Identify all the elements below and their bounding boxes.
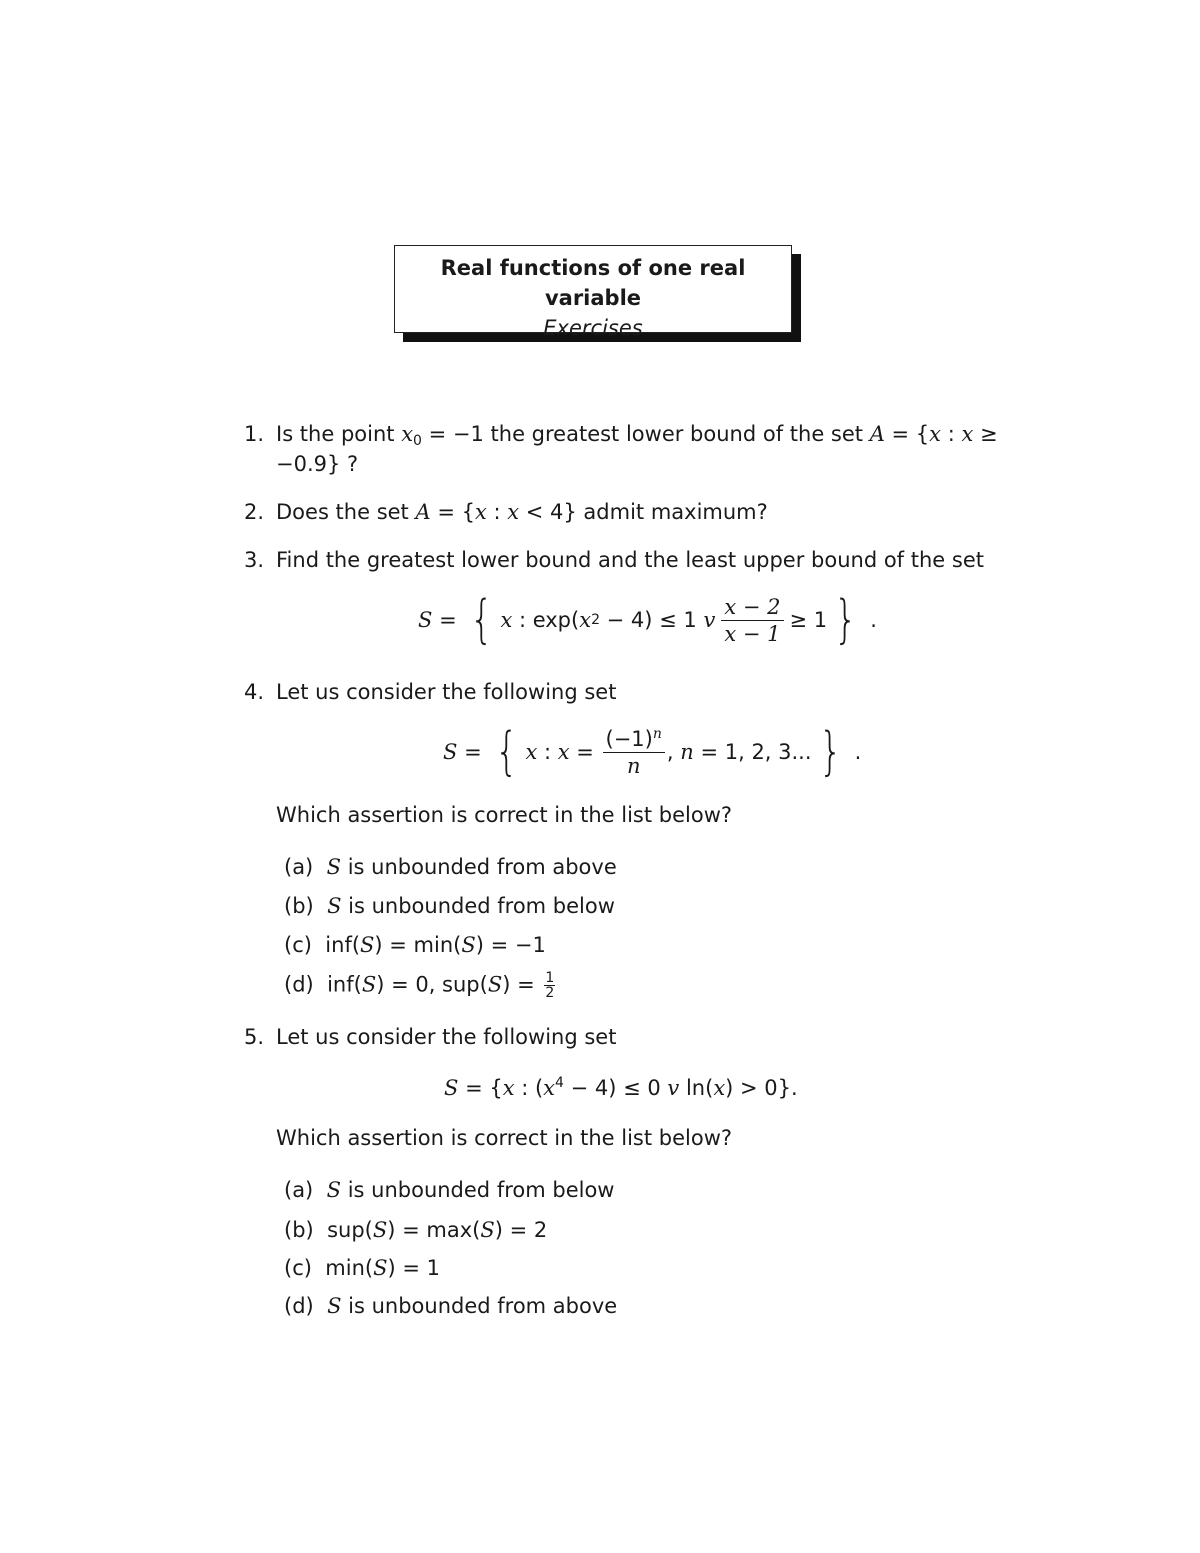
or-symbol: v (667, 1076, 680, 1100)
text: : exp( (512, 608, 580, 632)
math-var: x (474, 500, 487, 524)
text: : (537, 740, 558, 764)
document-title: Real functions of one real variable (440, 256, 746, 310)
text: = { (884, 422, 930, 446)
exercise-4-number: 4. (244, 680, 265, 704)
close-brace: } (818, 722, 842, 782)
exercise-4-option-a (284, 854, 617, 880)
text: ) = 2 (494, 1218, 548, 1242)
fraction-numerator (603, 726, 665, 753)
text: . (870, 608, 877, 632)
text: ≥ 1 (789, 608, 828, 632)
title-box (394, 245, 792, 340)
math-var: S (480, 1218, 495, 1242)
option-label: (c) (284, 933, 312, 957)
option-label: (b) (284, 1218, 314, 1242)
exercise-5-text: Let us consider the following set (276, 1025, 617, 1049)
math-var: A (869, 422, 885, 446)
text: Does the set (276, 500, 416, 524)
exercise-5-number: 5. (244, 1025, 265, 1049)
text: − 4) ≤ 1 (599, 608, 704, 632)
fraction-denominator: 2 (545, 985, 555, 1001)
text: ≥ (973, 422, 998, 446)
exercise-4-option-b (284, 893, 615, 919)
exercise-4-option-c (284, 932, 546, 958)
math-var: S (361, 972, 377, 997)
text: is unbounded from above (341, 855, 617, 879)
text: min( (325, 1256, 374, 1280)
text: inf( (325, 933, 361, 957)
fraction-numerator: x − 2 (721, 594, 783, 621)
math-sub: 0 (413, 433, 422, 449)
open-brace: { (470, 590, 494, 650)
math-var: x (500, 608, 513, 632)
text: = (569, 740, 601, 764)
text: = (457, 740, 489, 764)
math-var: x (557, 740, 570, 764)
math-var: x (525, 740, 538, 764)
math-var: n (680, 740, 694, 764)
open-brace: { (495, 722, 519, 782)
math-var: S (487, 972, 503, 997)
document-subtitle: Exercises (543, 316, 643, 340)
exercise-5-option-c (284, 1255, 440, 1281)
exercise-5-formula (444, 1075, 798, 1101)
text: ) = max( (387, 1218, 481, 1242)
option-label: (b) (284, 894, 314, 918)
exercise-2-text (276, 499, 768, 525)
math-var: S (461, 933, 476, 957)
math-var: S (373, 1256, 388, 1280)
exercise-4-text: Let us consider the following set (276, 680, 617, 704)
text: ) = 1 (387, 1256, 440, 1280)
math-var: S (327, 894, 342, 918)
text: (−1) (605, 726, 653, 751)
exercise-5-option-a (284, 1177, 614, 1203)
text: : (941, 422, 962, 446)
text: : (486, 500, 508, 524)
text: : ( (514, 1076, 544, 1100)
option-label: (d) (284, 1294, 314, 1318)
text: < 4} admit maximum? (519, 500, 768, 524)
text: ) = (502, 972, 542, 997)
text: = 1, 2, 3... (693, 740, 812, 764)
option-label: (a) (284, 855, 314, 879)
exercise-5-question: Which assertion is correct in the list below? (276, 1126, 733, 1150)
math-var: x (502, 1076, 515, 1100)
exercise-3-number: 3. (244, 548, 265, 572)
exercise-2-number: 2. (244, 500, 265, 524)
text: is unbounded from below (341, 894, 615, 918)
math-var: A (415, 500, 431, 524)
math-var: x (929, 422, 942, 446)
option-label: (a) (284, 1178, 314, 1202)
math-var: x (401, 422, 414, 446)
or-symbol: v (703, 608, 716, 632)
text: = { (430, 500, 475, 524)
fraction (603, 726, 665, 779)
option-label: (d) (284, 972, 314, 997)
math-var: S (444, 1076, 459, 1100)
math-var: S (326, 855, 342, 879)
exercise-4-question: Which assertion is correct in the list below? (276, 803, 733, 827)
text: is unbounded from above (341, 1294, 618, 1318)
math-var: x (961, 422, 974, 446)
text: − 4) ≤ 0 (563, 1076, 668, 1100)
text: Is the point (276, 422, 402, 446)
text: ) = min( (374, 933, 462, 957)
close-brace: } (834, 590, 858, 650)
text: ) = 0, sup( (376, 972, 488, 997)
math-sup: 4 (555, 1075, 564, 1091)
fraction-numerator: 1 (545, 970, 555, 986)
fraction (544, 971, 555, 1000)
text: , (666, 740, 681, 764)
exercise-1-line-1 (276, 421, 998, 454)
text: ) > 0}. (725, 1076, 798, 1100)
math-var: S (443, 740, 458, 764)
text: ln( (679, 1076, 714, 1100)
exercise-1-line-2: −0.9} ? (276, 452, 359, 476)
fraction-denominator: n (626, 753, 641, 778)
exercise-3-text: Find the greatest lower bound and the least upper bound of the set (276, 548, 984, 572)
math-var: x (713, 1076, 726, 1100)
text: = (432, 608, 464, 632)
text: = −1 the greatest lower bound of the set (421, 422, 870, 446)
fraction (721, 594, 783, 647)
math-var: S (372, 1218, 388, 1242)
math-var: S (418, 608, 433, 632)
math-var: S (360, 933, 375, 957)
math-var: S (326, 1178, 342, 1202)
option-label: (c) (284, 1256, 312, 1280)
text: = { (458, 1076, 503, 1100)
text: . (854, 740, 862, 764)
exercise-4-option-d (284, 971, 555, 1000)
text: sup( (327, 1218, 373, 1242)
exercise-5-option-d (284, 1293, 617, 1319)
math-sup: n (652, 725, 662, 742)
math-var: S (327, 1294, 342, 1318)
text: ) = −1 (475, 933, 546, 957)
math-var: x (543, 1076, 556, 1100)
exercise-4-formula (443, 724, 861, 780)
math-var: x (507, 500, 520, 524)
math-var: x (579, 608, 592, 632)
exercise-3-formula: S = { x : exp( x 2 − 4) ≤ 1 v $\frac{x - 2}{x - 1}$ ≥ 1 } . (418, 590, 877, 650)
exercise-5-option-b (284, 1217, 547, 1243)
text: is unbounded from below (341, 1178, 615, 1202)
exercise-1-number: 1. (244, 422, 265, 446)
text: inf( (327, 972, 362, 997)
fraction-denominator: x − 1 (724, 621, 781, 646)
